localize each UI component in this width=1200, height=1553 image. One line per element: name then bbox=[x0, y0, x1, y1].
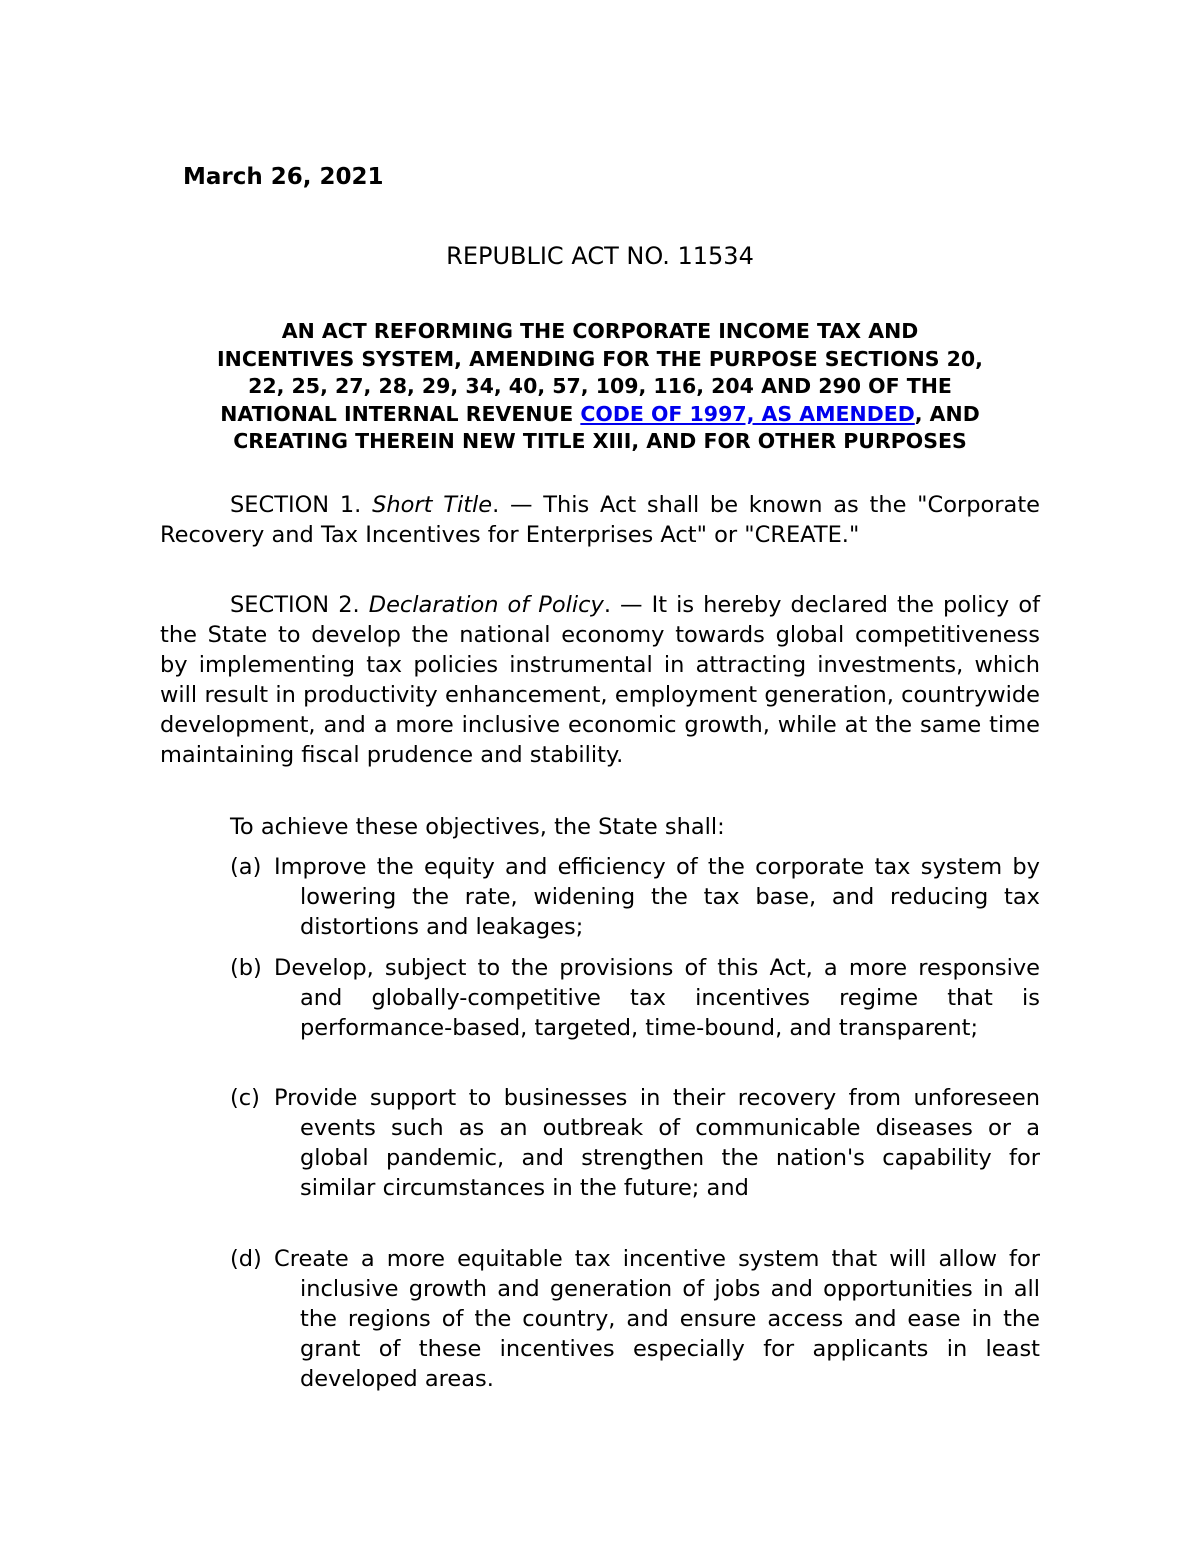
title-line-4-prefix: NATIONAL INTERNAL REVENUE bbox=[220, 401, 581, 426]
section-1-paragraph bbox=[160, 490, 1040, 550]
title-line-4-suffix: , AND bbox=[914, 401, 980, 426]
title-line-5: CREATING THEREIN NEW TITLE XIII, AND FOR OTHER PURPOSES bbox=[233, 429, 967, 453]
objective-text: Provide support to businesses in their recovery from unforeseen events such as an outbreak of communicable diseases or a global pandemic, and strengthen the nation's capability for similar circumstances in the future; and bbox=[274, 1085, 1040, 1201]
title-line-1: AN ACT REFORMING THE CORPORATE INCOME TAX AND bbox=[281, 319, 919, 343]
objective-item bbox=[230, 1244, 1040, 1394]
title-line-3: 22, 25, 27, 28, 29, 34, 40, 57, 109, 116, 204 AND 290 OF THE bbox=[248, 374, 952, 398]
act-title bbox=[160, 318, 1040, 456]
section-2-heading: SECTION 2. bbox=[230, 592, 360, 618]
document-date: March 26, 2021 bbox=[183, 164, 384, 190]
objective-item bbox=[230, 852, 1040, 942]
section-2-caption: Declaration of Policy bbox=[368, 592, 604, 618]
section-1-text: . — This Act shall be known as the "Corporate Recovery and Tax Incentives for Enterprises Act" or "CREATE." bbox=[160, 492, 1041, 548]
section-1-heading: SECTION 1. bbox=[230, 492, 362, 518]
objective-label: (b) bbox=[230, 955, 262, 981]
objective-label: (c) bbox=[230, 1085, 260, 1111]
objective-item bbox=[230, 1083, 1040, 1203]
objective-item bbox=[230, 953, 1040, 1043]
section-2-text: . — It is hereby declared the policy of the State to develop the national economy towards global competitiveness by implementing tax policies instrumental in attracting investments, which will result in productivity enhancement, employment generation, countrywide development, and a more inclusive economic growth, while at the same time maintaining fiscal prudence and stability. bbox=[160, 592, 1040, 768]
title-line-4 bbox=[160, 401, 1040, 429]
section-2-paragraph bbox=[160, 590, 1040, 770]
title-line-2: INCENTIVES SYSTEM, AMENDING FOR THE PURPOSE SECTIONS 20, bbox=[217, 346, 983, 371]
objective-label: (a) bbox=[230, 854, 262, 880]
section-1-caption: Short Title bbox=[372, 492, 493, 518]
objective-text: Create a more equitable tax incentive system that will allow for inclusive growth and generation of jobs and opportunities in all the regions of the country, and ensure access and ease in the grant of these incentives especially for applicants in least developed areas. bbox=[274, 1246, 1040, 1392]
objective-text: Improve the equity and efficiency of the corporate tax system by lowering the rate, widening the tax base, and reducing tax distortions and leakages; bbox=[274, 854, 1040, 940]
objectives-lead: To achieve these objectives, the State shall: bbox=[230, 814, 725, 840]
code-of-1997-link[interactable]: CODE OF 1997, AS AMENDED bbox=[580, 401, 915, 426]
objective-label: (d) bbox=[230, 1246, 262, 1272]
act-number: REPUBLIC ACT NO. 11534 bbox=[446, 242, 754, 270]
objective-text: Develop, subject to the provisions of this Act, a more responsive and globally-competitive tax incentives regime that is performance-based, targeted, time-bound, and transparent; bbox=[274, 955, 1040, 1041]
section-1 bbox=[160, 490, 1040, 550]
section-2 bbox=[160, 590, 1040, 770]
